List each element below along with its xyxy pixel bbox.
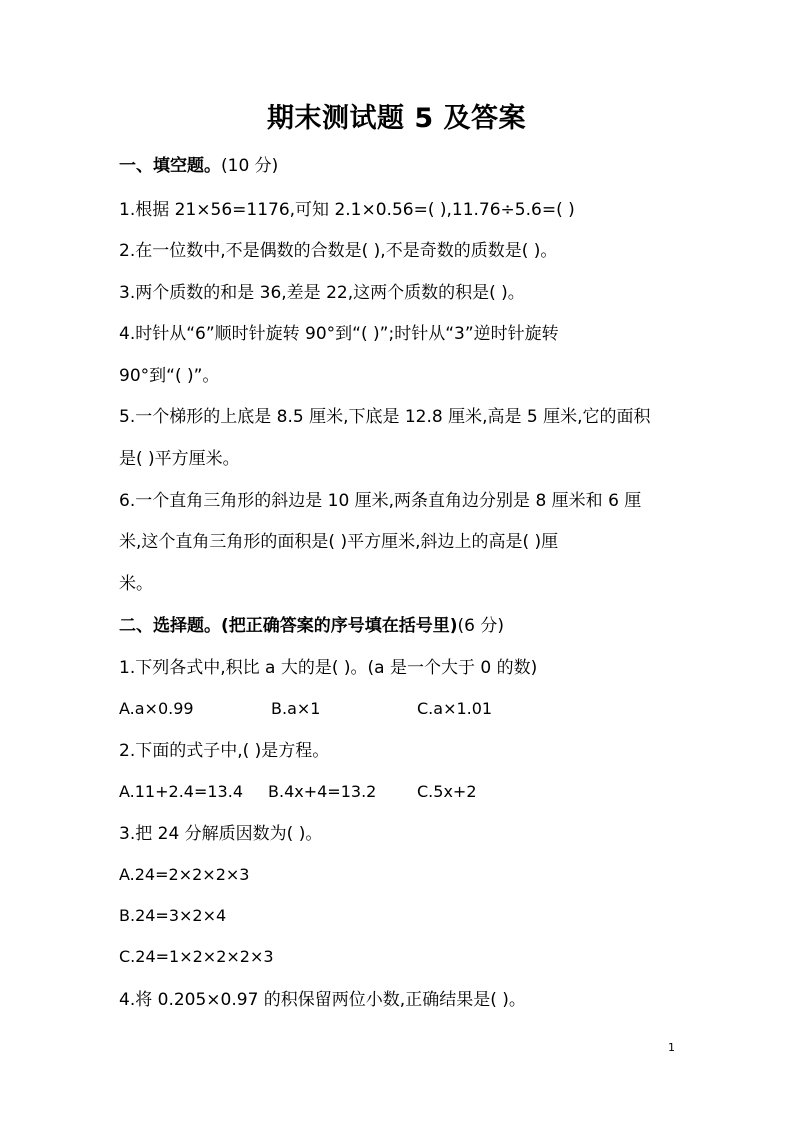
question-4-line-2: 90°到“( )”。: [119, 366, 220, 386]
question-1: 1.根据 21×56=1176,可知 2.1×0.56=( ),11.76÷5.6=( ): [119, 200, 575, 220]
choice-2-option-b: B.4x+4=13.2: [268, 782, 377, 801]
choice-2-option-c: C.5x+2: [417, 782, 477, 801]
question-5-line-2: 是( )平方厘米。: [119, 449, 240, 469]
question-4-line-1: 4.时针从“6”顺时针旋转 90°到“( )”;时针从“3”逆时针旋转: [119, 324, 559, 344]
question-5-line-1: 5.一个梯形的上底是 8.5 厘米,下底是 12.8 厘米,高是 5 厘米,它的面积: [119, 407, 651, 427]
question-6-line-3: 米。: [119, 574, 153, 594]
section-2-score: (6 分): [457, 616, 505, 636]
choice-3-option-b: B.24=3×2×4: [119, 906, 227, 925]
choice-1-option-c: C.a×1.01: [417, 699, 493, 718]
choice-3-option-c: C.24=1×2×2×2×3: [119, 947, 274, 966]
section-2-heading: [119, 614, 679, 638]
section-1-heading: [119, 154, 679, 178]
choice-1-option-a: A.a×0.99: [119, 699, 194, 718]
page-title: 期末测试题 5 及答案: [266, 103, 527, 134]
section-2-title: 二、选择题。(把正确答案的序号填在括号里): [119, 616, 458, 636]
choice-2-option-a: A.11+2.4=13.4: [119, 782, 243, 801]
question-3: 3.两个质数的和是 36,差是 22,这两个质数的积是( )。: [119, 283, 525, 303]
question-2: 2.在一位数中,不是偶数的合数是( ),不是奇数的质数是( )。: [119, 241, 558, 261]
choice-question-4: 4.将 0.205×0.97 的积保留两位小数,正确结果是( )。: [119, 990, 526, 1010]
section-1-title: 一、填空题。: [119, 156, 221, 176]
page-number: 1: [668, 1041, 675, 1054]
choice-3-option-a: A.24=2×2×2×3: [119, 865, 250, 884]
choice-question-1: 1.下列各式中,积比 a 大的是( )。(a 是一个大于 0 的数): [119, 658, 538, 678]
question-6-line-1: 6.一个直角三角形的斜边是 10 厘米,两条直角边分别是 8 厘米和 6 厘: [119, 491, 642, 511]
choice-1-option-b: B.a×1: [271, 699, 321, 718]
section-1-score: (10 分): [221, 156, 279, 176]
choice-question-3: 3.把 24 分解质因数为( )。: [119, 824, 323, 844]
question-6-line-2: 米,这个直角三角形的面积是( )平方厘米,斜边上的高是( )厘: [119, 532, 559, 552]
choice-question-2: 2.下面的式子中,( )是方程。: [119, 741, 330, 761]
